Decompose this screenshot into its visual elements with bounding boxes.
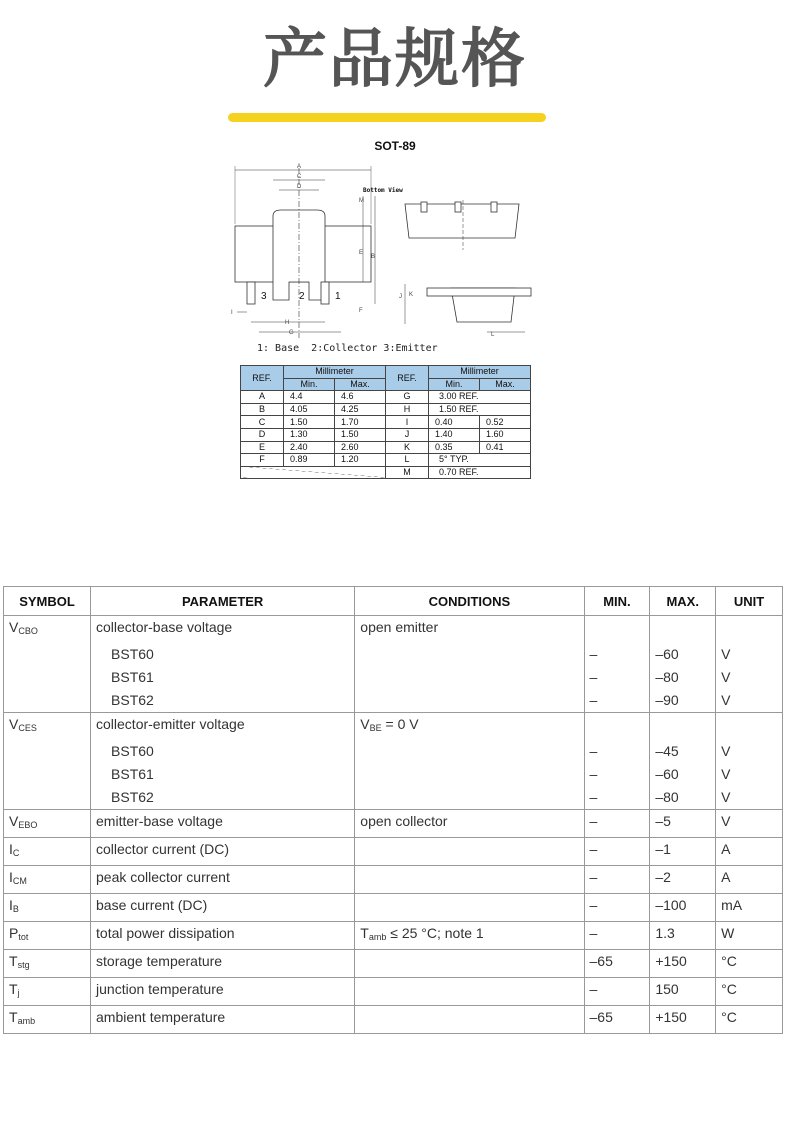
symbol-letter: I [9,897,13,913]
cell-unit: V [716,689,783,713]
dim-ref: B [241,403,284,416]
header-max: MAX. [650,587,716,616]
pin-3 [247,282,255,304]
cell-min [584,713,650,741]
cell-parameter: BST60 [91,740,355,763]
cell-symbol [4,950,91,978]
dim-header-max: Max. [335,378,386,391]
dim-max: 4.25 [335,403,386,416]
dim-row [241,441,531,454]
condition-subscript: amb [368,932,387,942]
cell-conditions [355,616,584,644]
cell-unit: mA [716,894,783,922]
dim-row [241,391,531,404]
dim-ref-2: M [386,466,429,479]
dim-max: 2.60 [335,441,386,454]
dim-ref-2: J [386,428,429,441]
symbol-letter: I [9,841,13,857]
cell-symbol [4,838,91,866]
dim-value-2: 3.00 REF. [429,391,531,404]
cell-conditions [355,950,584,978]
cell-symbol [4,894,91,922]
dim-letter-k: K [409,292,414,298]
cell-parameter: storage temperature [91,950,355,978]
cell-max: +150 [650,950,716,978]
spec-row [4,950,783,978]
spec-row [4,978,783,1006]
cell-symbol [4,978,91,1006]
cell-conditions [355,740,584,763]
dim-ref: A [241,391,284,404]
dim-header-unit-2: Millimeter [429,366,531,379]
header-symbol: SYMBOL [4,587,91,616]
cell-min: – [584,666,650,689]
dim-max-2: 1.60 [480,428,531,441]
dim-header-ref: REF. [241,366,284,391]
dim-ref: E [241,441,284,454]
dim-ref-2: K [386,441,429,454]
dim-max: 1.50 [335,428,386,441]
title-underline [228,113,546,122]
dimension-table-body [241,391,531,479]
dim-header-ref-2: REF. [386,366,429,391]
condition-text: V [360,716,370,732]
spec-row [4,838,783,866]
header-min: MIN. [584,587,650,616]
spec-row [4,740,783,763]
cell-unit: A [716,866,783,894]
spec-row [4,666,783,689]
cell-min: – [584,643,650,666]
spec-row [4,643,783,666]
cell-conditions [355,978,584,1006]
cell-max: –90 [650,689,716,713]
cell-min: – [584,786,650,810]
cell-conditions [355,1006,584,1034]
cell-parameter: BST60 [91,643,355,666]
cell-conditions [355,713,584,741]
dim-header-max-2: Max. [480,378,531,391]
dim-row [241,416,531,429]
dim-ref: F [241,454,284,467]
cell-unit: °C [716,1006,783,1034]
cell-symbol [4,763,91,786]
cell-parameter: ambient temperature [91,1006,355,1034]
pin-number-1: 1 [335,291,341,302]
symbol-letter: V [9,619,19,635]
dim-letter-j: J [399,294,402,300]
cell-max [650,616,716,644]
cell-unit: V [716,786,783,810]
cell-max: +150 [650,1006,716,1034]
cell-symbol [4,643,91,666]
spec-row [4,922,783,950]
dim-header-min-2: Min. [429,378,480,391]
cell-conditions [355,922,584,950]
dim-value-2: 0.70 REF. [429,466,531,479]
cell-symbol [4,1006,91,1034]
cell-symbol [4,713,91,741]
cell-symbol [4,866,91,894]
cell-conditions [355,666,584,689]
cell-parameter: BST61 [91,666,355,689]
dim-letter-a: A [297,164,302,170]
dim-row [241,403,531,416]
spec-table-body [4,616,783,1034]
symbol-subscript: C [12,848,20,858]
condition-text: open collector [360,813,448,829]
dim-blank-cell [241,466,386,479]
dim-min: 2.40 [284,441,335,454]
package-outline-drawing [225,160,545,340]
cell-unit [716,713,783,741]
spec-row [4,810,783,838]
dim-max-2: 0.41 [480,441,531,454]
condition-text: T [360,925,369,941]
dim-letter-i: I [231,310,233,316]
cell-max: –60 [650,643,716,666]
cell-unit: °C [716,978,783,1006]
cell-parameter: collector current (DC) [91,838,355,866]
cell-max: 1.3 [650,922,716,950]
dim-max-2: 0.52 [480,416,531,429]
cell-conditions [355,786,584,810]
cell-min: – [584,689,650,713]
dim-row [241,454,531,467]
cell-symbol [4,810,91,838]
pin-number-3: 3 [261,291,267,302]
dim-min-2: 0.35 [429,441,480,454]
cell-max: 150 [650,978,716,1006]
dim-min: 4.05 [284,403,335,416]
cell-parameter: base current (DC) [91,894,355,922]
dim-row [241,466,531,479]
header-unit: UNIT [716,587,783,616]
dim-max: 1.20 [335,454,386,467]
cell-min: – [584,978,650,1006]
spec-row [4,713,783,741]
cell-min: – [584,922,650,950]
symbol-subscript: CBO [18,626,38,636]
dim-ref: D [241,428,284,441]
dim-min: 1.30 [284,428,335,441]
cell-parameter: BST62 [91,786,355,810]
symbol-subscript: stg [17,960,30,970]
dim-row [241,428,531,441]
dim-min-2: 1.40 [429,428,480,441]
cell-unit: V [716,810,783,838]
cell-symbol [4,689,91,713]
dim-header-unit: Millimeter [284,366,386,379]
cell-parameter: junction temperature [91,978,355,1006]
spec-table [3,586,783,1034]
spec-row [4,894,783,922]
cell-max: –80 [650,786,716,810]
cell-min: –65 [584,1006,650,1034]
cell-symbol [4,616,91,644]
dim-min-2: 0.40 [429,416,480,429]
dim-min: 4.4 [284,391,335,404]
header-parameter: PARAMETER [91,587,355,616]
dim-min: 0.89 [284,454,335,467]
dim-letter-f: F [359,308,363,314]
cell-parameter: emitter-base voltage [91,810,355,838]
dim-letter-e: E [359,250,364,256]
cell-unit: °C [716,950,783,978]
cell-min: – [584,810,650,838]
dim-ref: C [241,416,284,429]
cell-symbol [4,666,91,689]
cell-conditions [355,838,584,866]
cell-max: –2 [650,866,716,894]
pin-legend: 1: Base 2:Collector 3:Emitter [257,343,438,354]
dim-letter-m: M [359,198,364,204]
symbol-letter: T [9,1009,18,1025]
cell-max: –1 [650,838,716,866]
cell-parameter: collector-emitter voltage [91,713,355,741]
symbol-letter: T [9,953,18,969]
condition-subscript: BE [369,723,382,733]
cell-parameter: BST61 [91,763,355,786]
cell-min [584,616,650,644]
dim-ref-2: G [386,391,429,404]
cell-min: – [584,838,650,866]
condition-text: open emitter [360,619,439,635]
cell-unit [716,616,783,644]
condition-rest: ≤ 25 °C; note 1 [386,925,484,941]
cell-conditions [355,763,584,786]
cell-max: –45 [650,740,716,763]
cell-symbol [4,740,91,763]
spec-row [4,763,783,786]
cell-unit: A [716,838,783,866]
dimension-table [240,365,531,479]
pin-number-2: 2 [299,291,305,302]
cell-max: –100 [650,894,716,922]
spec-row [4,1006,783,1034]
cell-unit: W [716,922,783,950]
pin-1 [321,282,329,304]
dim-ref-2: L [386,454,429,467]
cell-unit: V [716,763,783,786]
cell-max: –60 [650,763,716,786]
dim-max: 4.6 [335,391,386,404]
cell-parameter: total power dissipation [91,922,355,950]
dim-letter-h: H [285,320,290,326]
symbol-subscript: B [12,904,19,914]
symbol-letter: T [9,981,18,997]
dim-value-2: 5° TYP. [429,454,531,467]
package-name: SOT-89 [374,139,416,153]
cell-max [650,713,716,741]
cell-max: –80 [650,666,716,689]
cell-conditions [355,894,584,922]
symbol-subscript: CES [18,723,37,733]
cell-min: –65 [584,950,650,978]
symbol-letter: V [9,716,19,732]
symbol-letter: P [9,925,19,941]
symbol-subscript: EBO [18,820,38,830]
dim-max: 1.70 [335,416,386,429]
dim-ref-2: H [386,403,429,416]
dim-value-2: 1.50 REF. [429,403,531,416]
cell-symbol [4,922,91,950]
dim-letter-g: G [289,330,294,336]
spec-row [4,866,783,894]
bottom-view-label: Bottom View [363,187,403,194]
cell-parameter: BST62 [91,689,355,713]
cell-conditions [355,866,584,894]
cell-min: – [584,740,650,763]
cell-unit: V [716,643,783,666]
spec-row [4,616,783,644]
spec-row [4,786,783,810]
condition-rest: = 0 V [381,716,419,732]
symbol-subscript: tot [18,932,29,942]
dim-min: 1.50 [284,416,335,429]
symbol-letter: V [9,813,19,829]
spec-row [4,689,783,713]
symbol-subscript: amb [17,1016,36,1026]
page-title: 产品规格 [263,23,527,97]
cell-conditions [355,643,584,666]
dim-letter-l: L [491,332,495,338]
symbol-subscript: j [17,988,20,998]
cell-unit: V [716,740,783,763]
dim-letter-b: B [371,254,376,260]
dim-letter-d: D [297,184,302,190]
cell-conditions [355,810,584,838]
cell-max: –5 [650,810,716,838]
cell-min: – [584,763,650,786]
dim-header-min: Min. [284,378,335,391]
cell-symbol [4,786,91,810]
cell-parameter: collector-base voltage [91,616,355,644]
cell-min: – [584,866,650,894]
dim-ref-2: I [386,416,429,429]
header-conditions: CONDITIONS [355,587,584,616]
symbol-letter: I [9,869,13,885]
cell-conditions [355,689,584,713]
cell-parameter: peak collector current [91,866,355,894]
cell-unit: V [716,666,783,689]
symbol-subscript: CM [12,876,27,886]
cell-min: – [584,894,650,922]
dim-letter-c: C [297,174,302,180]
